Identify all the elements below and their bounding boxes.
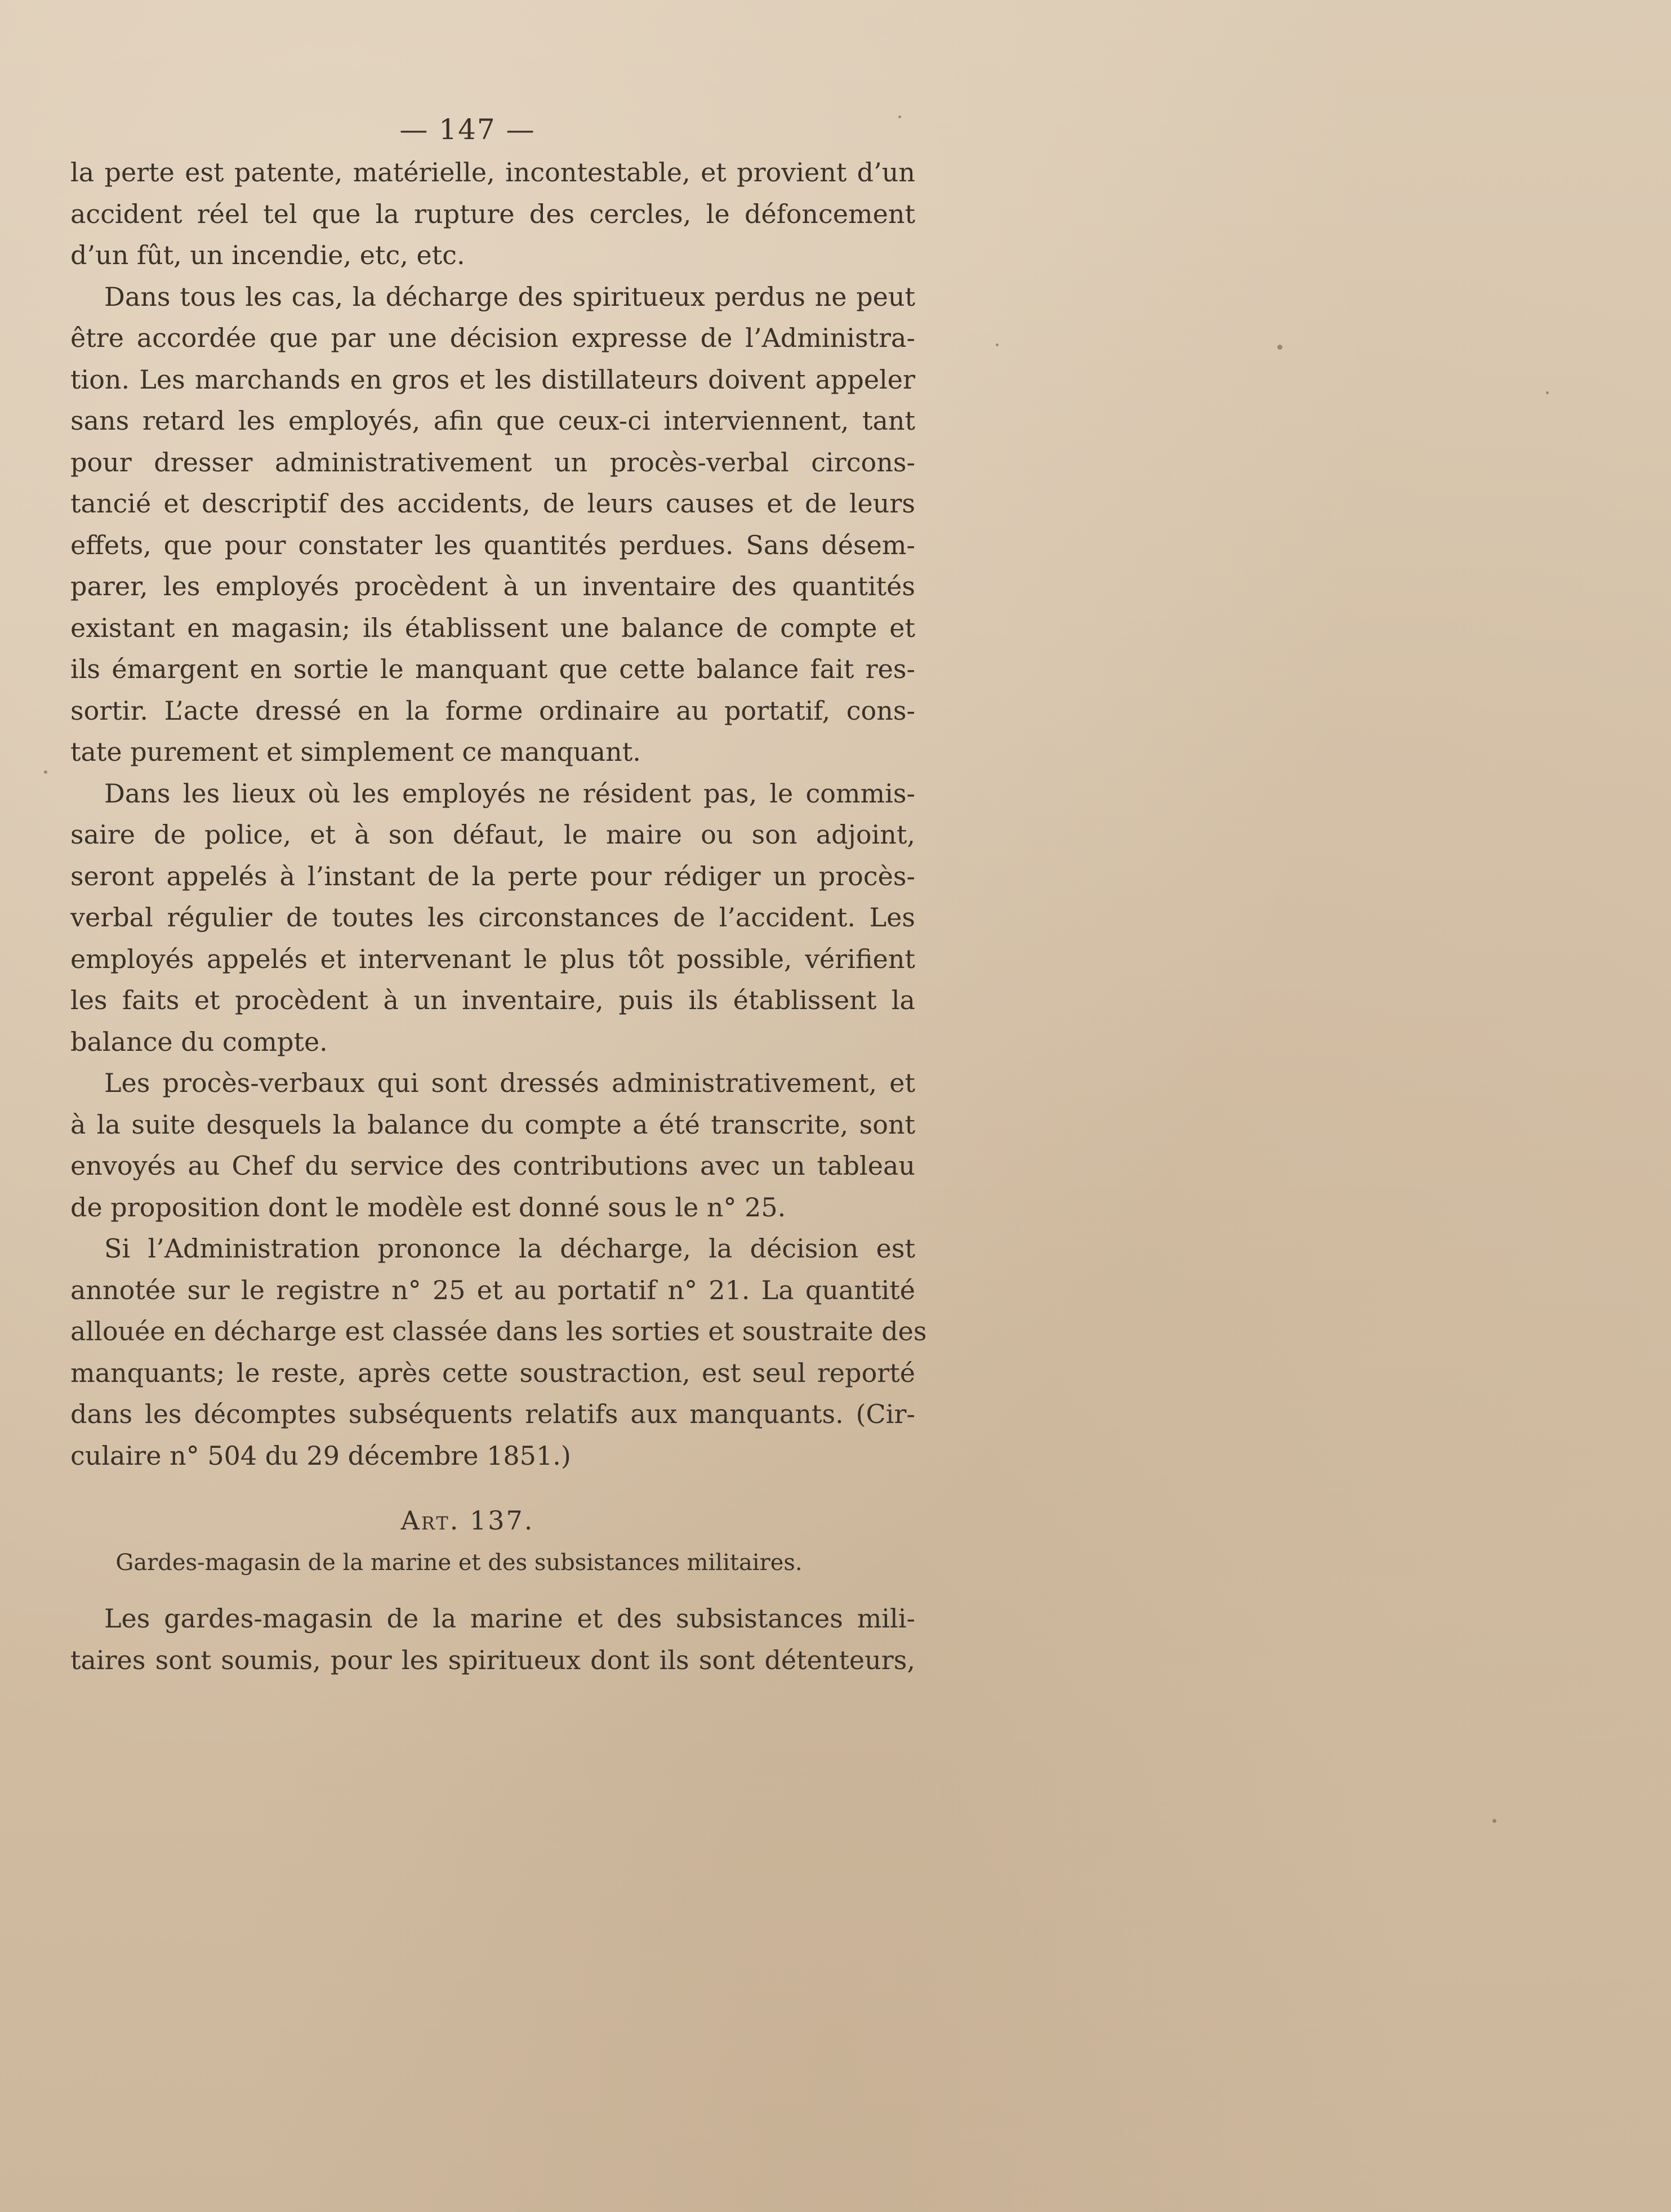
text-line: effets, que pour constater les quantités perdues. Sans désem-: [70, 529, 915, 560]
paper-speck: [44, 770, 47, 774]
text-line: Dans les lieux où les employés ne résident pas, le commis-: [104, 778, 915, 809]
text-line: manquants; le reste, après cette soustraction, est seul reporté: [70, 1357, 915, 1388]
text-line: verbal régulier de toutes les circonstances de l’accident. Les: [70, 902, 915, 933]
text-line: ils émargent en sortie le manquant que cette balance fait res-: [70, 654, 915, 684]
paragraph-4: [70, 1063, 915, 1228]
paper-speck: [1277, 345, 1282, 350]
paragraph-6: [70, 1598, 915, 1681]
text-line: accident réel tel que la rupture des cercles, le défoncement: [70, 198, 915, 229]
text-line: allouée en décharge est classée dans les sorties et soustraite des: [70, 1316, 927, 1346]
paragraph-5: [70, 1228, 927, 1477]
text-line: envoyés au Chef du service des contributions avec un tableau: [70, 1150, 915, 1181]
text-line: Si l’Administration prononce la décharge, la décision est: [104, 1233, 915, 1264]
paragraph-1: [70, 152, 915, 276]
text-line: Dans tous les cas, la décharge des spiritueux perdus ne peut: [104, 281, 915, 312]
text-line: existant en magasin; ils établissent une balance de compte et: [70, 612, 915, 643]
text-line: pour dresser administrativement un procès-verbal circons-: [70, 447, 915, 478]
text-line: sortir. L’acte dressé en la forme ordinaire au portatif, cons-: [70, 695, 915, 726]
text-line: tancié et descriptif des accidents, de leurs causes et de leurs: [70, 488, 915, 519]
article-subtitle: Gardes-magasin de la marine et des subsistances militaires.: [115, 1550, 803, 1576]
text-line: tion. Les marchands en gros et les distillateurs doivent appeler: [70, 364, 915, 395]
article-heading-prefix: Art.: [400, 1505, 460, 1536]
paper-speck: [1546, 391, 1549, 394]
article-heading: [20, 1498, 915, 1543]
text-line: Les gardes-magasin de la marine et des subsistances mili-: [104, 1603, 915, 1634]
text-line: tate purement et simplement ce manquant.: [70, 737, 641, 767]
text-line: sans retard les employés, afin que ceux-ci interviennent, tant: [70, 405, 915, 436]
text-line: Les procès-verbaux qui sont dressés administrativement, et: [104, 1068, 915, 1098]
paragraph-2: [70, 276, 915, 773]
text-line: annotée sur le registre n° 25 et au portatif n° 21. La quantité: [70, 1274, 915, 1305]
page-text: [70, 107, 927, 1681]
paragraph-3: [70, 773, 915, 1063]
text-line: parer, les employés procèdent à un inventaire des quantités: [70, 571, 915, 601]
text-line: à la suite desquels la balance du compte a été transcrite, sont: [70, 1109, 915, 1140]
paper-speck: [996, 344, 999, 346]
text-line: employés appelés et intervenant le plus tôt possible, vérifient: [70, 943, 915, 974]
text-line: dans les décomptes subséquents relatifs aux manquants. (Cir-: [70, 1399, 915, 1429]
text-line: les faits et procèdent à un inventaire, puis ils établissent la: [70, 985, 915, 1015]
text-line: balance du compte.: [70, 1026, 328, 1057]
text-line: de proposition dont le modèle est donné sous le n° 25.: [70, 1192, 786, 1223]
text-line: culaire n° 504 du 29 décembre 1851.): [70, 1440, 571, 1471]
text-line: être accordée que par une décision expresse de l’Administra-: [70, 323, 915, 353]
text-line: seront appelés à l’instant de la perte pour rédiger un procès-: [70, 860, 915, 891]
article-heading-number: 137.: [469, 1505, 534, 1536]
page-number: — 147 —: [399, 113, 536, 146]
text-line: saire de police, et à son défaut, le maire ou son adjoint,: [70, 819, 915, 850]
paper-speck: [1492, 1819, 1496, 1823]
text-line: taires sont soumis, pour les spiritueux dont ils sont détenteurs,: [70, 1644, 915, 1675]
text-line: la perte est patente, matérielle, incontestable, et provient d’un: [70, 157, 915, 188]
text-line: d’un fût, un incendie, etc, etc.: [70, 240, 465, 270]
